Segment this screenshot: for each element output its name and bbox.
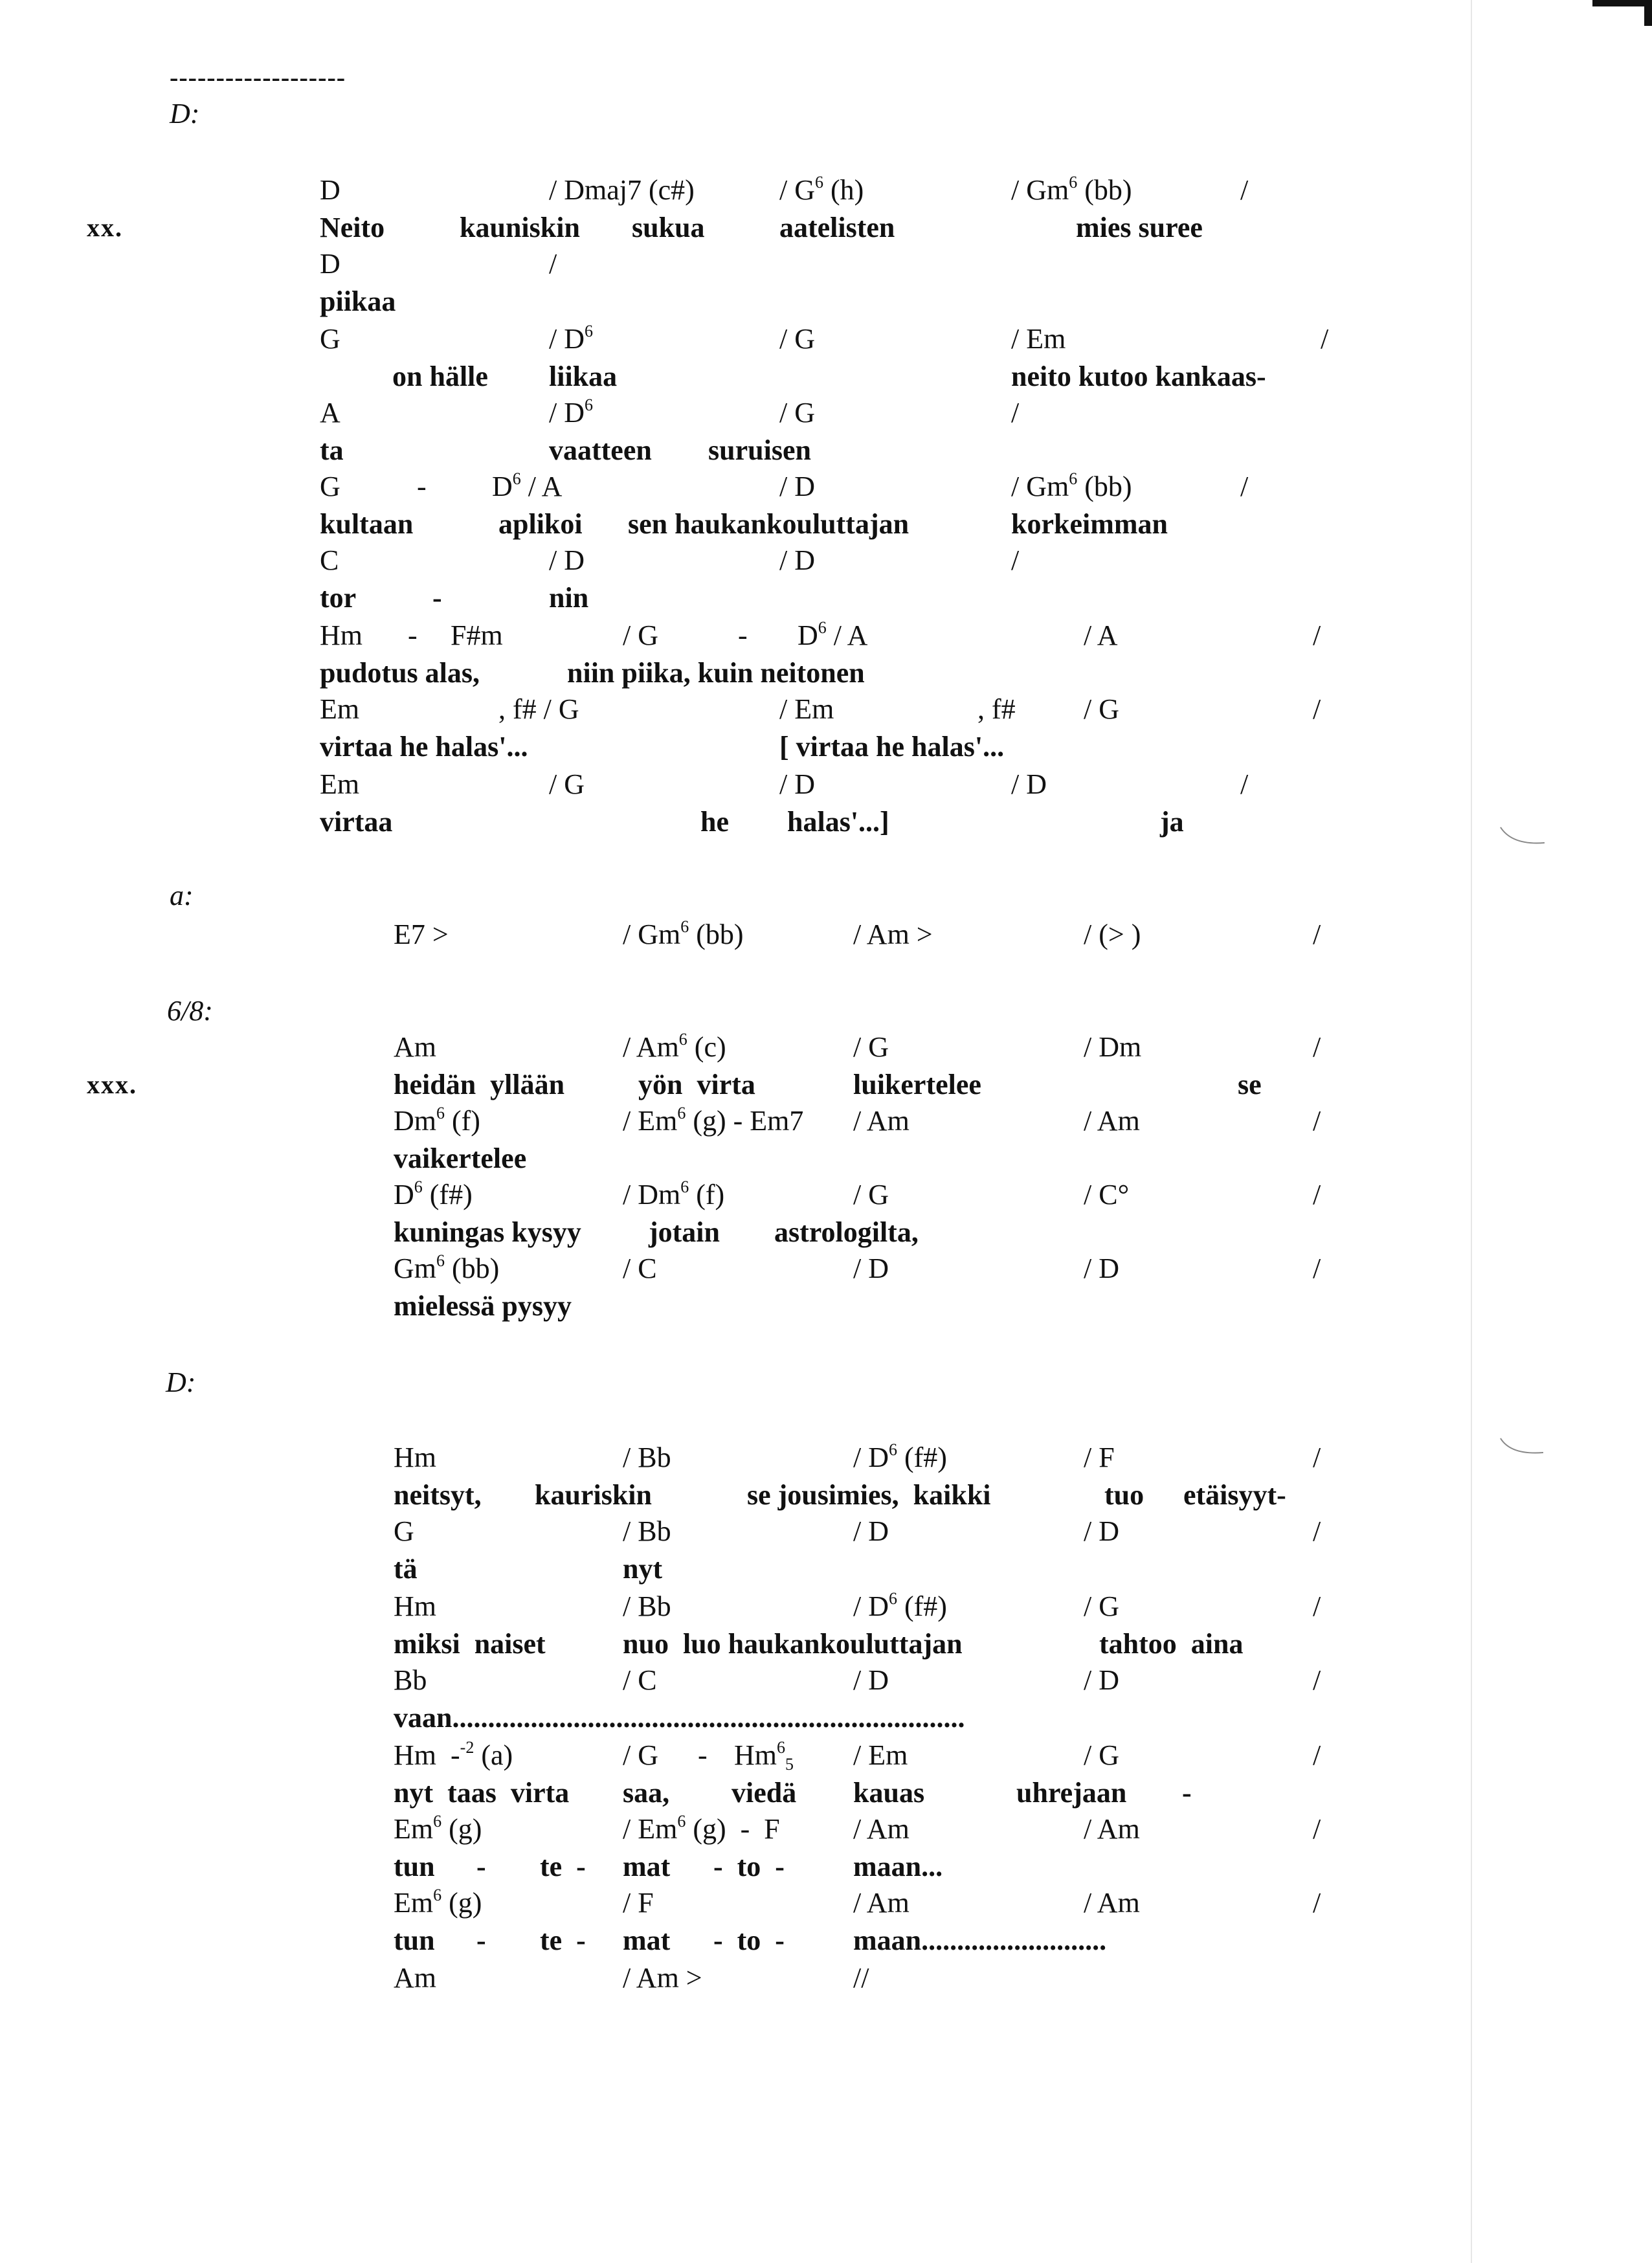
lyric: jotain	[649, 1216, 720, 1248]
chord-ext: 6	[818, 618, 827, 637]
chord: / D	[1084, 1664, 1119, 1696]
chord	[853, 1441, 947, 1475]
chord: / D	[549, 544, 585, 576]
chord	[394, 1886, 482, 1920]
lyric: mat	[623, 1924, 671, 1956]
chord: / F	[1084, 1442, 1115, 1473]
chord: / G	[1084, 693, 1119, 725]
lyric: uhrejaan	[1016, 1777, 1127, 1809]
bar-line: /	[1313, 1179, 1321, 1210]
chord: / D	[1011, 768, 1047, 800]
lyric: heidän yllään	[394, 1069, 565, 1100]
chord: / Em	[779, 693, 834, 725]
chord-dash: -	[417, 471, 427, 502]
bar-line: /	[1313, 1253, 1321, 1284]
chord-ext: 6	[678, 1030, 687, 1049]
chord: / D	[779, 768, 815, 800]
chord: / G	[853, 1031, 889, 1063]
chord: / Am >	[623, 1962, 702, 1994]
chord-ext: 6	[677, 1812, 686, 1831]
bar-line: /	[1321, 323, 1329, 355]
chord-ext: 6	[680, 917, 689, 936]
lyric: -	[476, 1851, 486, 1882]
lyric: te -	[540, 1924, 586, 1956]
chord	[734, 1739, 794, 1772]
chord-ext: 6	[585, 396, 593, 414]
lyric: se jousimies, kaikki	[747, 1479, 991, 1511]
chord	[853, 1590, 947, 1623]
bar-line: /	[1011, 544, 1020, 576]
lyric: se	[1238, 1069, 1262, 1100]
chord-ext: 6	[436, 1251, 445, 1270]
punch-hole-mark	[1499, 1436, 1551, 1462]
chord: / G	[853, 1179, 889, 1210]
chord-root: / Gm	[1011, 174, 1069, 206]
lyric: kultaan	[320, 508, 414, 540]
section-marker-d: D:	[166, 1366, 196, 1398]
chord: / G	[549, 768, 585, 800]
chord-ext: 6	[585, 322, 593, 340]
chord: / Am	[853, 1105, 910, 1137]
chord-ext: 6	[414, 1177, 423, 1196]
chord-root: / Dm	[623, 1179, 681, 1210]
lyric: te -	[540, 1851, 586, 1882]
lyric: mielessä pysyy	[394, 1290, 572, 1322]
chord	[394, 1812, 482, 1846]
chord-next: (g) - F	[686, 1813, 780, 1845]
chord-ext: 6	[680, 1177, 689, 1196]
chord: G	[394, 1515, 414, 1547]
section-marker-a: a:	[170, 880, 194, 911]
chord	[394, 1739, 513, 1772]
lyric: kauas	[853, 1777, 925, 1809]
scan-edge-mark	[1592, 0, 1652, 6]
lyric: viedä	[731, 1777, 797, 1809]
chord	[779, 173, 864, 207]
chord: / D	[853, 1253, 889, 1284]
lyric: -	[1182, 1777, 1192, 1809]
chord-ext: 6	[815, 173, 823, 192]
chord: / D	[779, 544, 815, 576]
bar-line: /	[1313, 1813, 1321, 1845]
lyric: niin piika, kuin neitonen	[567, 657, 865, 689]
chord-bass: (a)	[474, 1739, 513, 1771]
chord	[623, 1031, 726, 1064]
lyric: on hälle	[392, 361, 488, 392]
chord-root: Gm	[394, 1253, 436, 1284]
chord	[623, 1812, 780, 1846]
chord-root: / D	[549, 323, 585, 355]
lyric: pudotus alas,	[320, 657, 480, 689]
chord	[1011, 173, 1132, 207]
chord-bass: (g)	[441, 1813, 482, 1845]
chord-root: D	[394, 1179, 414, 1210]
chord: / A	[1084, 619, 1118, 651]
lyric: piikaa	[320, 285, 396, 317]
verse-number-xxx: xxx.	[87, 1070, 137, 1099]
bar-line: /	[1313, 1031, 1321, 1063]
lyric: tun	[394, 1851, 435, 1882]
lyric: maan...	[853, 1851, 943, 1882]
lyric: tuo	[1104, 1479, 1144, 1511]
chord: / Am	[1084, 1105, 1140, 1137]
lyric: astrologilta,	[774, 1216, 919, 1248]
chord: / Em	[853, 1739, 908, 1771]
chord: E7 >	[394, 919, 449, 950]
verse-number-xx: xx.	[87, 213, 123, 242]
lyric: vaan........................................................................	[394, 1702, 965, 1733]
chord: / G	[623, 619, 658, 651]
chord-dash: -	[698, 1739, 708, 1771]
chord-dash: -	[408, 619, 418, 651]
lyric: vaikertelee	[394, 1143, 527, 1174]
chord: Hm	[394, 1590, 436, 1622]
lyric: -	[432, 582, 442, 614]
chord-dash: -	[738, 619, 748, 651]
lyric: neitsyt,	[394, 1479, 482, 1511]
chord	[623, 1104, 803, 1138]
chord-bass: (bb)	[445, 1253, 500, 1284]
chord-root: Hm -	[394, 1739, 460, 1771]
chord-ext: 6	[1069, 173, 1078, 192]
chord-bass: (bb)	[689, 919, 744, 950]
chord: Em	[320, 693, 360, 725]
chord: G	[320, 471, 340, 502]
chord-root: Hm	[734, 1739, 777, 1771]
chord-root: Em	[394, 1887, 434, 1919]
lyric: etäisyyt-	[1183, 1479, 1286, 1511]
chord-root: D	[492, 471, 513, 502]
chord-bass: (f)	[689, 1179, 725, 1210]
bar-line: /	[1240, 471, 1249, 502]
lyric: tahtoo aina	[1099, 1628, 1244, 1660]
bar-line: /	[1240, 768, 1249, 800]
bar-line: /	[549, 248, 557, 280]
chord: , f#	[977, 693, 1016, 725]
bar-line: /	[1313, 693, 1321, 725]
chord-bass: (bb)	[1077, 471, 1132, 502]
lyric: tun	[394, 1924, 435, 1956]
chord-root: / Em	[623, 1813, 678, 1845]
final-bar-line: //	[853, 1962, 869, 1994]
bar-line: /	[1313, 619, 1321, 651]
lyric: maan..........................	[853, 1924, 1107, 1956]
chord-ext: 6	[889, 1440, 897, 1459]
lyric: tor	[320, 582, 357, 614]
chord-root: / D	[853, 1590, 889, 1622]
chord: / G	[1084, 1739, 1119, 1771]
lyric: liikaa	[549, 361, 618, 392]
chord: / Bb	[623, 1590, 671, 1622]
chord: / D	[779, 471, 815, 502]
chord	[1011, 470, 1132, 504]
scan-edge-line	[1471, 0, 1472, 2263]
lyric: luikertelee	[853, 1069, 981, 1100]
lyric: ja	[1160, 806, 1184, 838]
chord: / Am	[853, 1887, 910, 1919]
chord: / Am	[1084, 1813, 1140, 1845]
bar-line: /	[1313, 1515, 1321, 1547]
lyric: -	[476, 1924, 486, 1956]
chord	[394, 1178, 473, 1212]
lyric: tä	[394, 1553, 418, 1585]
chord: / Em	[1011, 323, 1066, 355]
chord: D	[320, 248, 340, 280]
chord: Em	[320, 768, 360, 800]
bar-line: /	[1313, 1442, 1321, 1473]
chord-root: / Em	[623, 1105, 678, 1137]
chord-root: / Gm	[623, 919, 681, 950]
chord-ext: -2	[460, 1738, 474, 1757]
lyric: suruisen	[708, 434, 811, 466]
chord-ext: 6	[512, 469, 521, 488]
punch-hole-mark	[1499, 823, 1551, 849]
lyric: nuo luo haukankouluttajan	[623, 1628, 963, 1660]
chord: G	[320, 323, 340, 355]
chord-ext: 6	[777, 1738, 785, 1757]
chord: / F	[623, 1887, 654, 1919]
chord: / C	[623, 1664, 657, 1696]
lyric: nin	[549, 582, 589, 614]
bar-line: /	[1240, 174, 1249, 206]
lyric: kuningas kysyy	[394, 1216, 581, 1248]
chord-next: / A	[826, 619, 868, 651]
chord: / Dm	[1084, 1031, 1142, 1063]
lyric: ta	[320, 434, 344, 466]
chord	[623, 1178, 724, 1212]
bar-line: /	[1313, 1590, 1321, 1622]
chord-bass: (bb)	[1077, 174, 1132, 206]
lyric: virtaa he halas'...	[320, 731, 528, 763]
lyric: nyt	[623, 1553, 663, 1585]
lyric: vaatteen	[549, 434, 652, 466]
chord: / (> )	[1084, 919, 1141, 950]
lyric: [ virtaa he halas'...	[779, 731, 1005, 763]
chord: A	[320, 397, 340, 429]
chord-root: / G	[779, 174, 815, 206]
bar-line: /	[1011, 397, 1020, 429]
bar-line: /	[1313, 1887, 1321, 1919]
chord	[492, 470, 562, 504]
chord-root: Dm	[394, 1105, 436, 1137]
chord	[549, 396, 593, 430]
chord-root: / D	[853, 1442, 889, 1473]
chord-bass: (f#)	[897, 1442, 947, 1473]
chord-root: / Am	[623, 1031, 679, 1063]
lyric: - to -	[713, 1924, 785, 1956]
chord-ext: 6	[677, 1104, 686, 1122]
lyric: Neito	[320, 212, 385, 243]
lyric: sen haukankouluttajan	[628, 508, 910, 540]
bar-line: /	[1313, 1739, 1321, 1771]
chord: D	[320, 174, 340, 206]
lyric: saa,	[623, 1777, 670, 1809]
lyric: neito kutoo kankaas-	[1011, 361, 1266, 392]
chord: / Am	[853, 1813, 910, 1845]
lyric: nyt taas virta	[394, 1777, 570, 1809]
chord: Am	[394, 1031, 436, 1063]
lyric: he	[700, 806, 729, 838]
chord: / G	[779, 397, 815, 429]
lyric: korkeimman	[1011, 508, 1168, 540]
lyric: kauniskin	[460, 212, 580, 243]
chord-next: / A	[520, 471, 563, 502]
bar-line: /	[1313, 919, 1321, 950]
chord-root: / D	[549, 397, 585, 429]
chord: Am	[394, 1962, 436, 1994]
chord	[394, 1252, 499, 1286]
chord: / Bb	[623, 1515, 671, 1547]
chord	[549, 322, 593, 356]
chord: / Am	[1084, 1887, 1140, 1919]
chord: / G	[1084, 1590, 1119, 1622]
chord-bass: (f#)	[422, 1179, 473, 1210]
chord: / Dmaj7 (c#)	[549, 174, 695, 206]
chord: Bb	[394, 1664, 427, 1696]
chord: C	[320, 544, 339, 576]
chord-ext: 6	[1069, 469, 1078, 488]
chord-ext: 6	[433, 1886, 442, 1904]
chord-ext: 6	[889, 1589, 897, 1608]
chord: / G	[779, 323, 815, 355]
chord: / G	[623, 1739, 658, 1771]
bar-line: /	[1313, 1664, 1321, 1696]
chord	[394, 1104, 480, 1138]
chord-bass: (h)	[823, 174, 864, 206]
chord-bass: (f)	[445, 1105, 480, 1137]
bar-line: /	[1313, 1105, 1321, 1137]
chord-ext: 6	[436, 1104, 445, 1122]
chord-root: D	[798, 619, 818, 651]
chord-root: / Gm	[1011, 471, 1069, 502]
chord-bass: (f#)	[897, 1590, 947, 1622]
lyric: yön virta	[638, 1069, 755, 1100]
chord-bass: (c)	[687, 1031, 726, 1063]
chord: / C°	[1084, 1179, 1130, 1210]
chord: / D	[1084, 1253, 1119, 1284]
section-marker-d: D:	[170, 98, 200, 129]
chord-bass: (g) - Em7	[686, 1105, 804, 1137]
chord: / D	[1084, 1515, 1119, 1547]
chord: / D	[853, 1664, 889, 1696]
lyric: mies suree	[1076, 212, 1203, 243]
lyric: aplikoi	[498, 508, 583, 540]
chord: Hm	[320, 619, 363, 651]
lyric: virtaa	[320, 806, 393, 838]
lyric: sukua	[632, 212, 705, 243]
chord: / D	[853, 1515, 889, 1547]
lyric: - to -	[713, 1851, 785, 1882]
lyric: mat	[623, 1851, 671, 1882]
scan-edge-mark	[1644, 0, 1652, 26]
lyric: halas'...]	[787, 806, 889, 838]
lyric: aatelisten	[779, 212, 895, 243]
chord-bass: (g)	[441, 1887, 482, 1919]
chord-ext: 6	[433, 1812, 442, 1831]
chord-root: Em	[394, 1813, 434, 1845]
lyric: kauriskin	[535, 1479, 652, 1511]
meter-marker: 6/8:	[167, 995, 213, 1027]
chord: / Bb	[623, 1442, 671, 1473]
chord: Hm	[394, 1442, 436, 1473]
chord: , f# / G	[498, 693, 579, 725]
lyric: miksi naiset	[394, 1628, 546, 1660]
chord-ext-low: 5	[785, 1755, 794, 1774]
chord: F#m	[451, 619, 503, 651]
chord	[798, 619, 867, 652]
chord: / C	[623, 1253, 657, 1284]
chord: / Am >	[853, 919, 933, 950]
chord	[623, 918, 744, 952]
header-rule: -------------------	[170, 63, 346, 92]
